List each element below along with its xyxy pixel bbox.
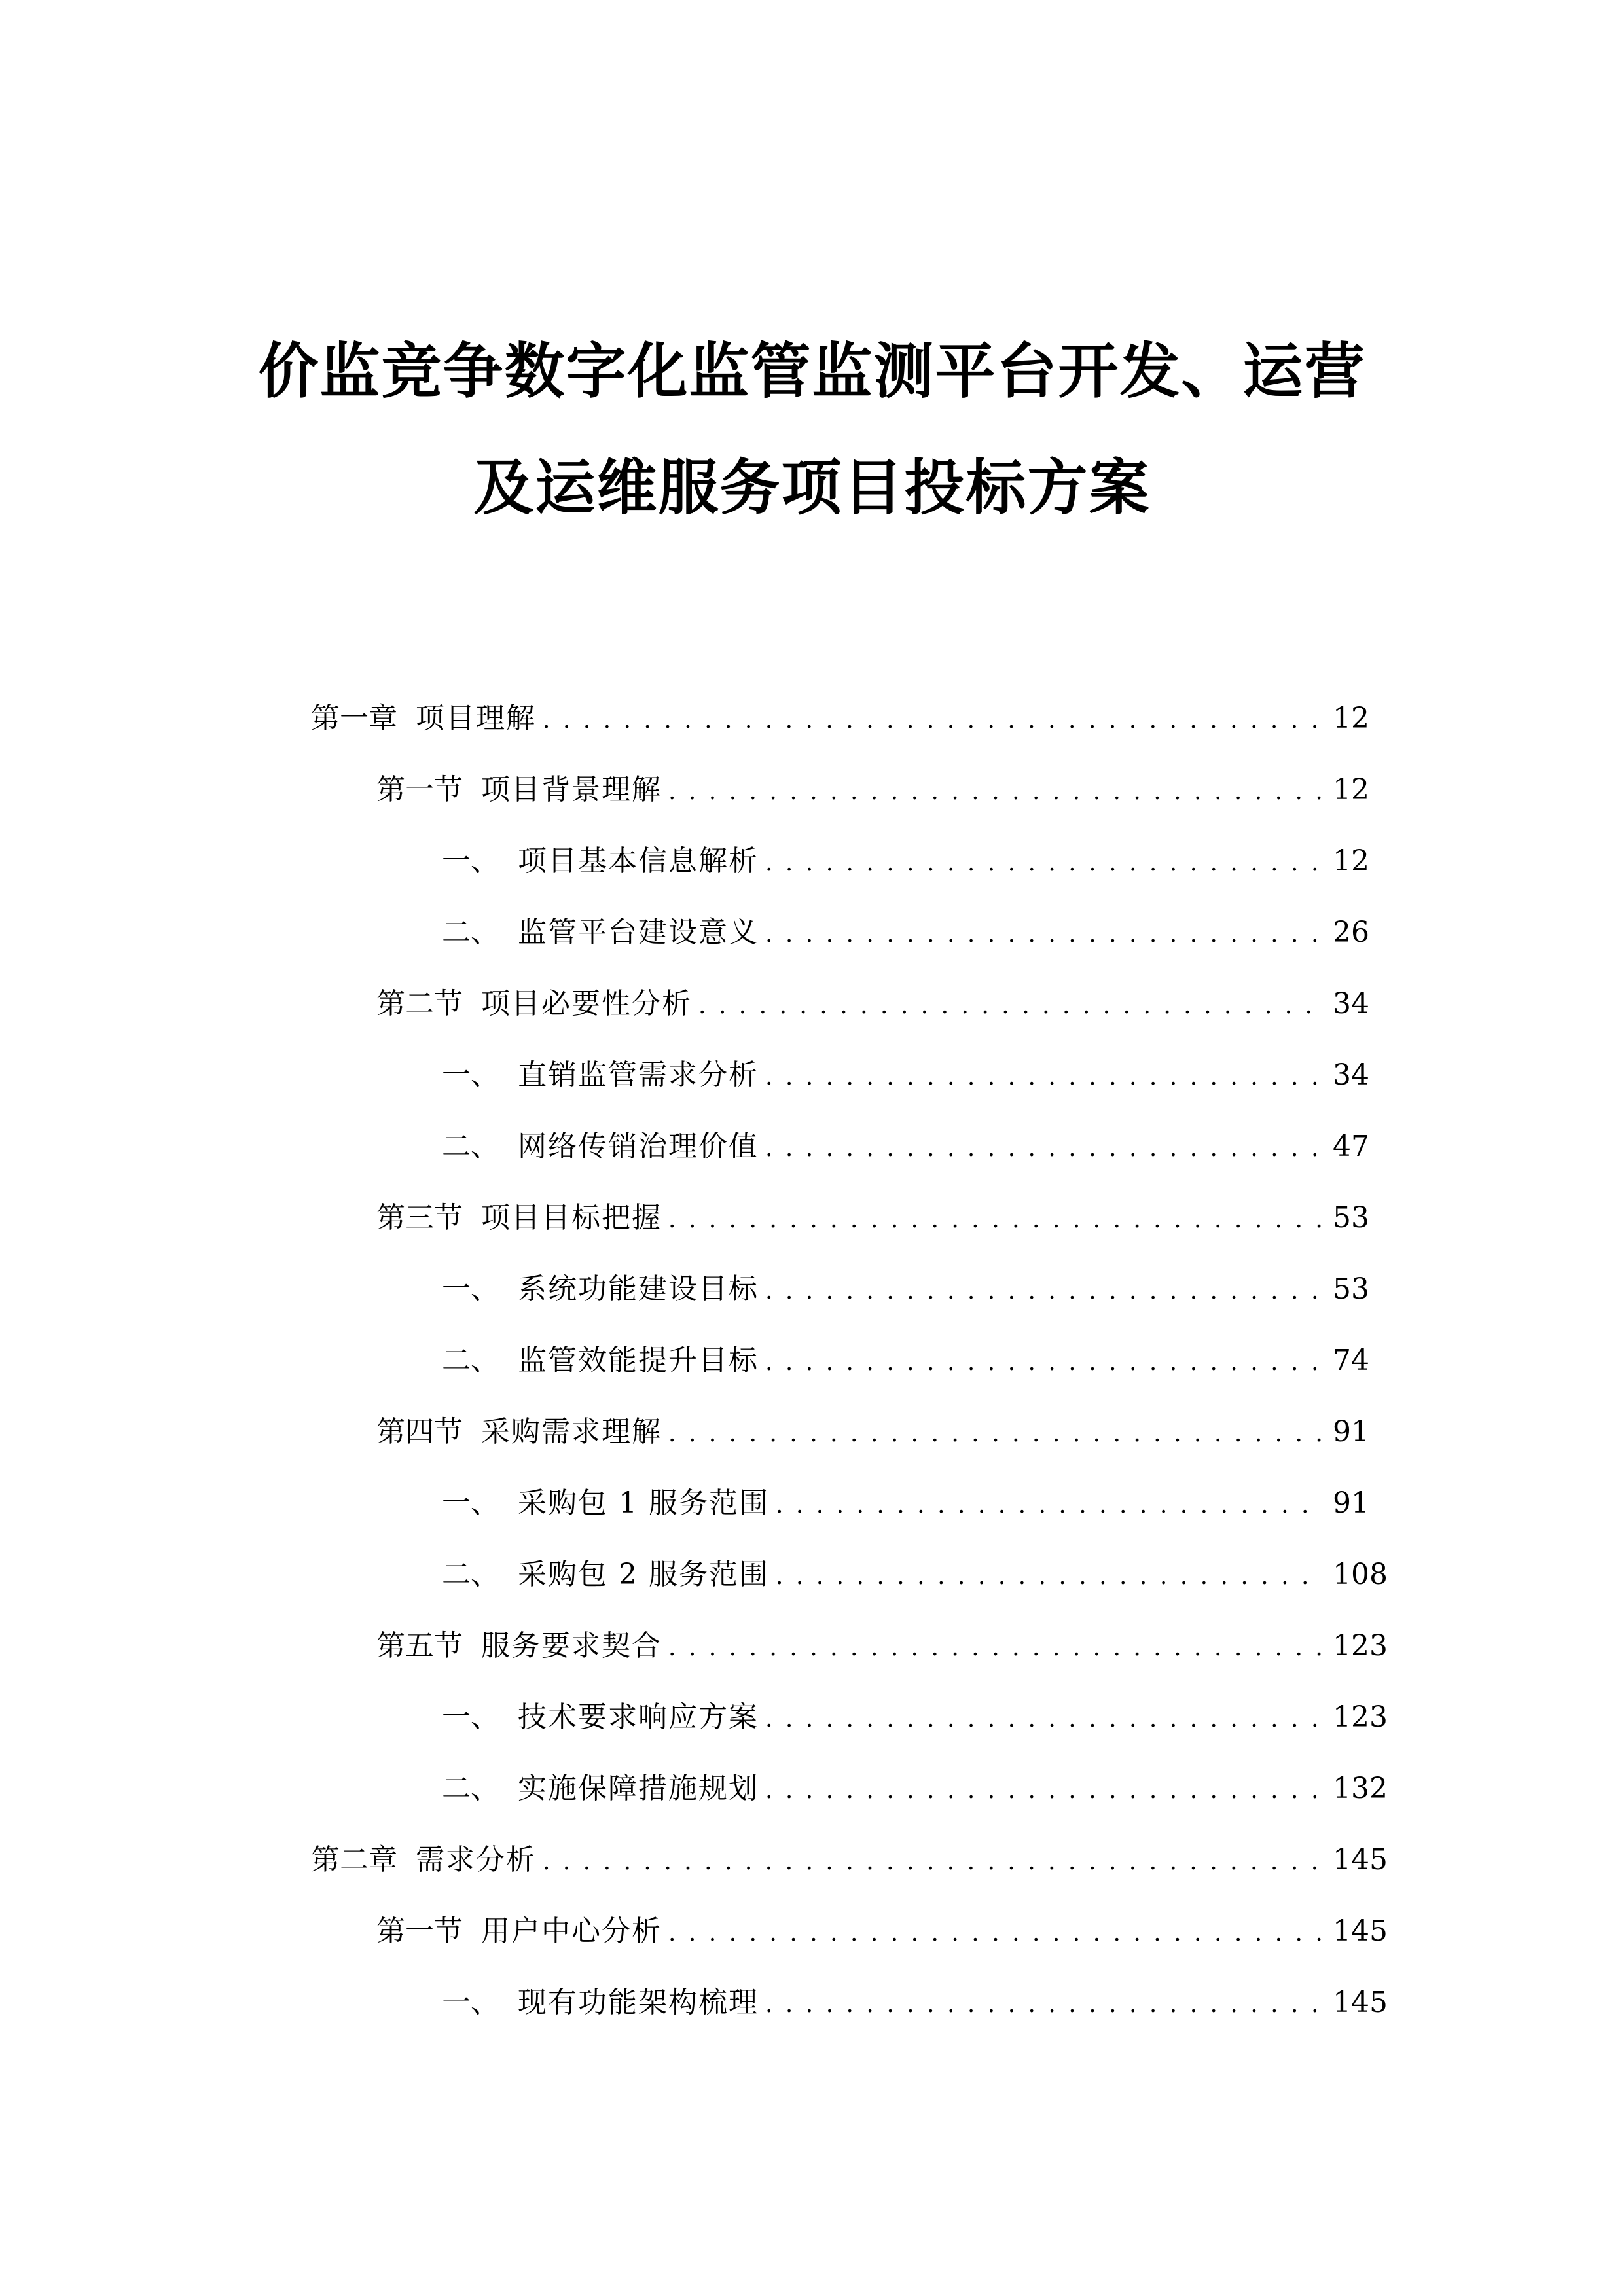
toc-entry-prefix: 一、 <box>442 1058 499 1092</box>
toc-entry-page: 74 <box>1333 1344 1369 1377</box>
toc-entry-prefix: 一、 <box>442 1486 499 1520</box>
toc-entry-prefix: 二、 <box>442 1130 499 1163</box>
toc-entry-subsection[interactable] <box>442 1056 1369 1095</box>
title-line-1: 价监竞争数字化监管监测平台开发、运营 <box>258 336 1366 406</box>
toc-entry-subsection[interactable] <box>442 1127 1369 1166</box>
toc-entry-prefix: 第二节 <box>376 987 463 1020</box>
toc-entry-subsection[interactable] <box>442 1983 1388 2022</box>
toc-entry-page: 53 <box>1333 1201 1369 1234</box>
toc-entry-page: 145 <box>1333 1914 1388 1948</box>
toc-entry-label: 项目背景理解 <box>481 773 662 806</box>
toc-leader-dots <box>776 1486 1321 1525</box>
toc-entry-page: 47 <box>1333 1130 1369 1163</box>
toc-entry-prefix: 二、 <box>442 1772 499 1805</box>
toc-leader-dots <box>698 986 1321 1026</box>
toc-entry-prefix: 一、 <box>442 844 499 878</box>
toc-entry-page: 123 <box>1333 1629 1388 1662</box>
toc-entry-section[interactable] <box>376 1198 1369 1238</box>
toc-entry-page: 12 <box>1333 773 1369 806</box>
toc-leader-dots <box>765 1985 1321 2024</box>
toc-leader-dots <box>765 1700 1321 1739</box>
toc-entry-page: 26 <box>1333 916 1369 949</box>
toc-entry-prefix: 第一章 <box>311 702 397 735</box>
toc-entry-section[interactable] <box>376 1626 1388 1666</box>
toc-entry-section[interactable] <box>376 770 1369 810</box>
toc-leader-dots <box>668 1414 1321 1454</box>
toc-entry-label: 监管效能提升目标 <box>518 1344 759 1377</box>
toc-entry-label: 项目基本信息解析 <box>518 844 759 878</box>
toc-entry-prefix: 第四节 <box>376 1415 463 1448</box>
toc-entry-section[interactable] <box>376 1412 1369 1452</box>
toc-leader-dots <box>765 1343 1321 1382</box>
toc-entry-subsection[interactable] <box>442 1555 1388 1594</box>
toc-entry-prefix: 第三节 <box>376 1201 463 1234</box>
toc-leader-dots <box>765 1272 1321 1311</box>
toc-leader-dots <box>543 701 1321 740</box>
toc-leader-dots <box>776 1557 1321 1596</box>
toc-entry-page: 108 <box>1333 1558 1388 1591</box>
toc-entry-page: 91 <box>1333 1415 1369 1448</box>
toc-entry-chapter[interactable] <box>311 699 1369 738</box>
toc-entry-page: 123 <box>1333 1700 1388 1734</box>
toc-entry-section[interactable] <box>376 984 1369 1024</box>
toc-entry-label: 监管平台建设意义 <box>518 916 759 949</box>
toc-leader-dots <box>668 1914 1321 1953</box>
toc-entry-prefix: 二、 <box>442 1558 499 1591</box>
toc-leader-dots <box>543 1842 1321 1882</box>
toc-entry-prefix: 一、 <box>442 1986 499 2019</box>
toc-entry-subsection[interactable] <box>442 1484 1369 1523</box>
toc-entry-label: 实施保障措施规划 <box>518 1772 759 1805</box>
toc-entry-prefix: 一、 <box>442 1272 499 1306</box>
toc-entry-page: 145 <box>1333 1986 1388 2019</box>
toc-entry-subsection[interactable] <box>442 1270 1369 1309</box>
toc-entry-page: 12 <box>1333 844 1369 878</box>
toc-entry-section[interactable] <box>376 1912 1388 1951</box>
toc-leader-dots <box>765 844 1321 883</box>
toc-entry-prefix: 一、 <box>442 1700 499 1734</box>
toc-leader-dots <box>668 1628 1321 1668</box>
toc-entry-label: 采购包 1 服务范围 <box>518 1486 769 1520</box>
toc-entry-label: 网络传销治理价值 <box>518 1130 759 1163</box>
toc-entry-label: 采购包 2 服务范围 <box>518 1558 769 1591</box>
toc-entry-page: 53 <box>1333 1272 1369 1306</box>
toc-leader-dots <box>765 1129 1321 1168</box>
toc-entry-subsection[interactable] <box>442 913 1369 952</box>
toc-entry-label: 直销监管需求分析 <box>518 1058 759 1092</box>
toc-entry-page: 12 <box>1333 702 1369 735</box>
toc-entry-page: 34 <box>1333 987 1369 1020</box>
toc-leader-dots <box>765 1058 1321 1097</box>
toc-entry-prefix: 第二章 <box>311 1843 397 1876</box>
toc-leader-dots <box>668 772 1321 812</box>
toc-entry-page: 91 <box>1333 1486 1369 1520</box>
toc-entry-subsection[interactable] <box>442 1698 1388 1737</box>
toc-entry-prefix: 第一节 <box>376 773 463 806</box>
title-line-2: 及运维服务项目投标方案 <box>473 453 1151 523</box>
toc-leader-dots <box>765 1771 1321 1810</box>
toc-entry-subsection[interactable] <box>442 1341 1369 1380</box>
toc-leader-dots <box>765 915 1321 954</box>
toc-entry-prefix: 第一节 <box>376 1914 463 1948</box>
toc-entry-label: 服务要求契合 <box>481 1629 662 1662</box>
toc-entry-page: 132 <box>1333 1772 1388 1805</box>
toc-entry-prefix: 二、 <box>442 916 499 949</box>
toc-leader-dots <box>668 1200 1321 1240</box>
toc-entry-prefix: 二、 <box>442 1344 499 1377</box>
toc-entry-label: 项目必要性分析 <box>481 987 692 1020</box>
toc-entry-label: 现有功能架构梳理 <box>518 1986 759 2019</box>
toc-entry-prefix: 第五节 <box>376 1629 463 1662</box>
toc-entry-label: 系统功能建设目标 <box>518 1272 759 1306</box>
toc-entry-label: 项目理解 <box>416 702 536 735</box>
toc-entry-chapter[interactable] <box>311 1840 1388 1880</box>
toc-entry-subsection[interactable] <box>442 842 1369 881</box>
toc-entry-label: 需求分析 <box>416 1843 536 1876</box>
toc-entry-label: 项目目标把握 <box>481 1201 662 1234</box>
toc-entry-subsection[interactable] <box>442 1769 1388 1808</box>
toc-entry-page: 34 <box>1333 1058 1369 1092</box>
toc-entry-label: 用户中心分析 <box>481 1914 662 1948</box>
toc-entry-page: 145 <box>1333 1843 1388 1876</box>
toc-entry-label: 采购需求理解 <box>481 1415 662 1448</box>
toc-entry-label: 技术要求响应方案 <box>518 1700 759 1734</box>
